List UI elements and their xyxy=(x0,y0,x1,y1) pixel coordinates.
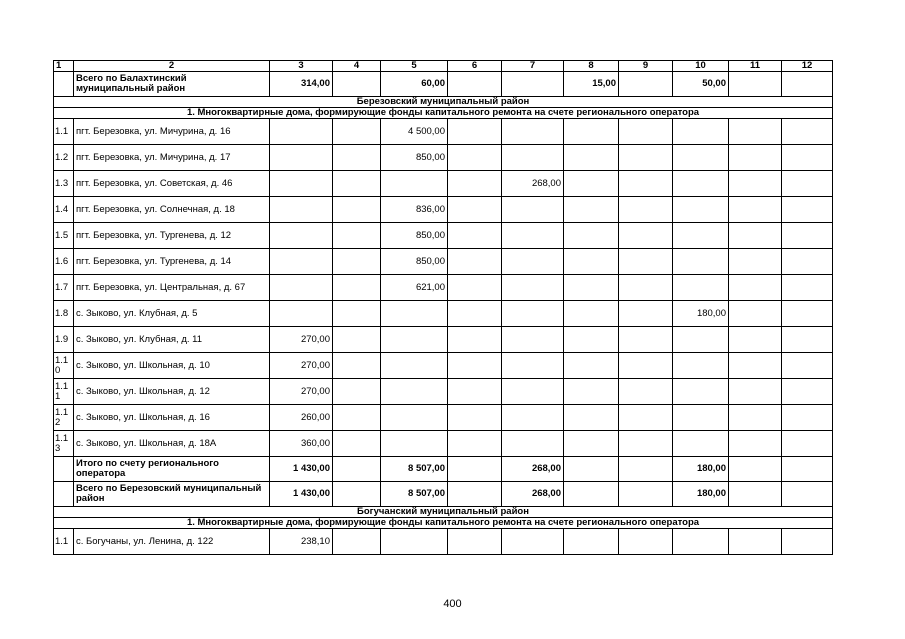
value-cell: 360,00 xyxy=(270,431,333,457)
value-cell xyxy=(448,275,502,301)
value-cell: 8 507,00 xyxy=(381,457,448,482)
value-cell xyxy=(448,171,502,197)
section-heading: Богучанский муниципальный район xyxy=(54,507,833,518)
value-cell xyxy=(333,457,381,482)
value-cell xyxy=(502,405,564,431)
value-cell xyxy=(333,171,381,197)
value-cell xyxy=(673,529,729,555)
value-cell xyxy=(619,119,673,145)
table-body xyxy=(54,61,833,555)
value-cell xyxy=(270,119,333,145)
value-cell xyxy=(564,482,619,507)
value-cell xyxy=(381,353,448,379)
value-cell: 180,00 xyxy=(673,301,729,327)
row-number-cell: 1.7 xyxy=(54,275,74,301)
value-cell xyxy=(782,482,833,507)
address-cell: пгт. Березовка, ул. Солнечная, д. 18 xyxy=(74,197,270,223)
table-row xyxy=(54,171,833,197)
value-cell xyxy=(673,119,729,145)
column-header: 1 xyxy=(54,61,74,72)
value-cell xyxy=(333,529,381,555)
value-cell xyxy=(673,223,729,249)
value-cell xyxy=(729,171,782,197)
address-cell: с. Богучаны, ул. Ленина, д. 122 xyxy=(74,529,270,555)
value-cell xyxy=(448,197,502,223)
value-cell xyxy=(564,431,619,457)
value-cell xyxy=(381,301,448,327)
value-cell xyxy=(673,145,729,171)
value-cell xyxy=(270,145,333,171)
value-cell: 268,00 xyxy=(502,457,564,482)
section-heading: 1. Многоквартирные дома, формирующие фонды капитального ремонта на счете регионального оператора xyxy=(54,518,833,529)
value-cell xyxy=(381,405,448,431)
value-cell xyxy=(270,301,333,327)
value-cell xyxy=(619,275,673,301)
column-header: 10 xyxy=(673,61,729,72)
value-cell: 15,00 xyxy=(564,72,619,97)
value-cell: 270,00 xyxy=(270,379,333,405)
value-cell: 180,00 xyxy=(673,482,729,507)
table-row xyxy=(54,145,833,171)
value-cell xyxy=(448,431,502,457)
value-cell xyxy=(729,197,782,223)
value-cell xyxy=(619,431,673,457)
value-cell xyxy=(333,405,381,431)
value-cell xyxy=(333,72,381,97)
value-cell xyxy=(619,223,673,249)
value-cell xyxy=(270,171,333,197)
value-cell: 260,00 xyxy=(270,405,333,431)
address-cell: с. Зыково, ул. Школьная, д. 18А xyxy=(74,431,270,457)
value-cell: 1 430,00 xyxy=(270,482,333,507)
value-cell xyxy=(381,529,448,555)
table-row xyxy=(54,431,833,457)
value-cell xyxy=(673,353,729,379)
address-cell: с. Зыково, ул. Школьная, д. 10 xyxy=(74,353,270,379)
value-cell xyxy=(448,72,502,97)
value-cell xyxy=(782,431,833,457)
value-cell xyxy=(729,431,782,457)
value-cell xyxy=(502,197,564,223)
row-number-cell: 1.9 xyxy=(54,327,74,353)
value-cell xyxy=(729,529,782,555)
row-number-cell xyxy=(54,482,74,507)
table-row xyxy=(54,353,833,379)
table-row xyxy=(54,327,833,353)
address-cell: с. Зыково, ул. Школьная, д. 12 xyxy=(74,379,270,405)
total-label-cell: Всего по Балахтинский муниципальный район xyxy=(74,72,270,97)
value-cell xyxy=(564,327,619,353)
value-cell xyxy=(782,249,833,275)
section-heading: 1. Многоквартирные дома, формирующие фонды капитального ремонта на счете регионального оператора xyxy=(54,108,833,119)
value-cell xyxy=(502,529,564,555)
total-label-cell: Итого по счету регионального оператора xyxy=(74,457,270,482)
row-number-cell: 1.1 2 xyxy=(54,405,74,431)
value-cell xyxy=(564,171,619,197)
value-cell xyxy=(564,223,619,249)
value-cell xyxy=(729,301,782,327)
row-number-cell: 1.1 3 xyxy=(54,431,74,457)
register-table xyxy=(53,60,833,555)
table-row xyxy=(54,529,833,555)
value-cell xyxy=(333,197,381,223)
value-cell xyxy=(619,249,673,275)
value-cell xyxy=(673,249,729,275)
value-cell xyxy=(333,327,381,353)
value-cell xyxy=(729,405,782,431)
value-cell xyxy=(333,249,381,275)
value-cell xyxy=(270,223,333,249)
value-cell xyxy=(564,529,619,555)
value-cell xyxy=(782,353,833,379)
value-cell xyxy=(448,327,502,353)
table-row xyxy=(54,301,833,327)
value-cell xyxy=(673,171,729,197)
value-cell xyxy=(729,353,782,379)
column-header: 8 xyxy=(564,61,619,72)
value-cell: 60,00 xyxy=(381,72,448,97)
section-heading-row xyxy=(54,518,833,529)
value-cell: 4 500,00 xyxy=(381,119,448,145)
value-cell xyxy=(448,457,502,482)
value-cell xyxy=(673,327,729,353)
value-cell xyxy=(619,379,673,405)
value-cell xyxy=(564,145,619,171)
value-cell xyxy=(502,72,564,97)
table-row xyxy=(54,275,833,301)
value-cell xyxy=(502,145,564,171)
value-cell xyxy=(729,327,782,353)
row-number-cell: 1.1 0 xyxy=(54,353,74,379)
value-cell xyxy=(619,301,673,327)
table-row xyxy=(54,379,833,405)
value-cell xyxy=(782,171,833,197)
value-cell xyxy=(564,379,619,405)
value-cell: 238,10 xyxy=(270,529,333,555)
value-cell xyxy=(564,301,619,327)
value-cell xyxy=(619,529,673,555)
value-cell xyxy=(333,275,381,301)
value-cell xyxy=(448,301,502,327)
value-cell xyxy=(782,275,833,301)
value-cell xyxy=(782,223,833,249)
value-cell: 270,00 xyxy=(270,327,333,353)
value-cell xyxy=(782,72,833,97)
value-cell xyxy=(673,197,729,223)
value-cell xyxy=(381,171,448,197)
column-header: 3 xyxy=(270,61,333,72)
value-cell xyxy=(270,275,333,301)
row-number-cell: 1.1 xyxy=(54,119,74,145)
address-cell: пгт. Березовка, ул. Советская, д. 46 xyxy=(74,171,270,197)
value-cell xyxy=(381,431,448,457)
value-cell xyxy=(619,72,673,97)
value-cell: 850,00 xyxy=(381,223,448,249)
value-cell xyxy=(729,457,782,482)
value-cell xyxy=(448,145,502,171)
value-cell xyxy=(333,482,381,507)
value-cell xyxy=(502,249,564,275)
value-cell xyxy=(619,327,673,353)
value-cell xyxy=(673,405,729,431)
value-cell xyxy=(619,405,673,431)
value-cell xyxy=(729,482,782,507)
table-header-row xyxy=(54,61,833,72)
value-cell xyxy=(619,482,673,507)
section-heading-row xyxy=(54,507,833,518)
section-heading-row xyxy=(54,97,833,108)
value-cell: 1 430,00 xyxy=(270,457,333,482)
row-number-cell: 1.5 xyxy=(54,223,74,249)
address-cell: пгт. Березовка, ул. Центральная, д. 67 xyxy=(74,275,270,301)
column-header: 7 xyxy=(502,61,564,72)
value-cell xyxy=(270,249,333,275)
value-cell xyxy=(502,223,564,249)
value-cell xyxy=(782,405,833,431)
value-cell xyxy=(333,353,381,379)
value-cell xyxy=(564,275,619,301)
value-cell xyxy=(448,223,502,249)
value-cell xyxy=(502,275,564,301)
total-row xyxy=(54,72,833,97)
table-row xyxy=(54,405,833,431)
value-cell xyxy=(729,379,782,405)
value-cell xyxy=(333,301,381,327)
value-cell xyxy=(619,353,673,379)
value-cell: 836,00 xyxy=(381,197,448,223)
value-cell xyxy=(270,197,333,223)
value-cell xyxy=(673,275,729,301)
value-cell: 621,00 xyxy=(381,275,448,301)
section-heading: Березовский муниципальный район xyxy=(54,97,833,108)
value-cell xyxy=(564,249,619,275)
value-cell xyxy=(448,249,502,275)
value-cell xyxy=(619,171,673,197)
value-cell xyxy=(782,327,833,353)
value-cell xyxy=(502,119,564,145)
value-cell xyxy=(782,145,833,171)
address-cell: пгт. Березовка, ул. Тургенева, д. 14 xyxy=(74,249,270,275)
table-row xyxy=(54,223,833,249)
value-cell xyxy=(564,119,619,145)
value-cell xyxy=(564,197,619,223)
value-cell xyxy=(381,379,448,405)
column-header: 2 xyxy=(74,61,270,72)
column-header: 6 xyxy=(448,61,502,72)
row-number-cell: 1.1 xyxy=(54,529,74,555)
value-cell xyxy=(448,482,502,507)
value-cell xyxy=(448,119,502,145)
value-cell: 270,00 xyxy=(270,353,333,379)
address-cell: с. Зыково, ул. Клубная, д. 11 xyxy=(74,327,270,353)
column-header: 5 xyxy=(381,61,448,72)
value-cell xyxy=(502,353,564,379)
value-cell: 850,00 xyxy=(381,249,448,275)
table-row xyxy=(54,197,833,223)
total-row xyxy=(54,482,833,507)
value-cell xyxy=(729,223,782,249)
value-cell xyxy=(502,301,564,327)
value-cell xyxy=(729,275,782,301)
row-number-cell: 1.1 1 xyxy=(54,379,74,405)
address-cell: пгт. Березовка, ул. Мичурина, д. 16 xyxy=(74,119,270,145)
section-heading-row xyxy=(54,108,833,119)
row-number-cell: 1.8 xyxy=(54,301,74,327)
total-row xyxy=(54,457,833,482)
address-cell: пгт. Березовка, ул. Мичурина, д. 17 xyxy=(74,145,270,171)
column-header: 12 xyxy=(782,61,833,72)
value-cell xyxy=(619,457,673,482)
value-cell xyxy=(782,119,833,145)
row-number-cell xyxy=(54,457,74,482)
value-cell xyxy=(333,223,381,249)
value-cell xyxy=(333,379,381,405)
row-number-cell: 1.3 xyxy=(54,171,74,197)
value-cell xyxy=(729,249,782,275)
value-cell xyxy=(333,431,381,457)
row-number-cell: 1.6 xyxy=(54,249,74,275)
value-cell: 50,00 xyxy=(673,72,729,97)
value-cell xyxy=(448,529,502,555)
value-cell: 268,00 xyxy=(502,482,564,507)
address-cell: с. Зыково, ул. Школьная, д. 16 xyxy=(74,405,270,431)
row-number-cell xyxy=(54,72,74,97)
value-cell: 180,00 xyxy=(673,457,729,482)
column-header: 11 xyxy=(729,61,782,72)
value-cell xyxy=(782,529,833,555)
value-cell xyxy=(729,145,782,171)
value-cell xyxy=(782,379,833,405)
value-cell: 8 507,00 xyxy=(381,482,448,507)
value-cell xyxy=(564,457,619,482)
value-cell xyxy=(619,197,673,223)
value-cell: 850,00 xyxy=(381,145,448,171)
value-cell xyxy=(333,119,381,145)
total-label-cell: Всего по Березовский муниципальный район xyxy=(74,482,270,507)
row-number-cell: 1.2 xyxy=(54,145,74,171)
value-cell xyxy=(381,327,448,353)
value-cell xyxy=(782,197,833,223)
value-cell xyxy=(782,301,833,327)
table-row xyxy=(54,249,833,275)
value-cell xyxy=(448,405,502,431)
value-cell: 268,00 xyxy=(502,171,564,197)
address-cell: пгт. Березовка, ул. Тургенева, д. 12 xyxy=(74,223,270,249)
value-cell xyxy=(564,405,619,431)
column-header: 4 xyxy=(333,61,381,72)
page-number: 400 xyxy=(443,598,462,610)
value-cell xyxy=(673,379,729,405)
value-cell xyxy=(729,119,782,145)
value-cell xyxy=(619,145,673,171)
value-cell xyxy=(502,327,564,353)
value-cell xyxy=(448,379,502,405)
value-cell xyxy=(564,353,619,379)
address-cell: с. Зыково, ул. Клубная, д. 5 xyxy=(74,301,270,327)
table-row xyxy=(54,119,833,145)
value-cell xyxy=(333,145,381,171)
row-number-cell: 1.4 xyxy=(54,197,74,223)
column-header: 9 xyxy=(619,61,673,72)
value-cell: 314,00 xyxy=(270,72,333,97)
value-cell xyxy=(448,353,502,379)
value-cell xyxy=(729,72,782,97)
value-cell xyxy=(782,457,833,482)
value-cell xyxy=(502,379,564,405)
value-cell xyxy=(673,431,729,457)
value-cell xyxy=(502,431,564,457)
